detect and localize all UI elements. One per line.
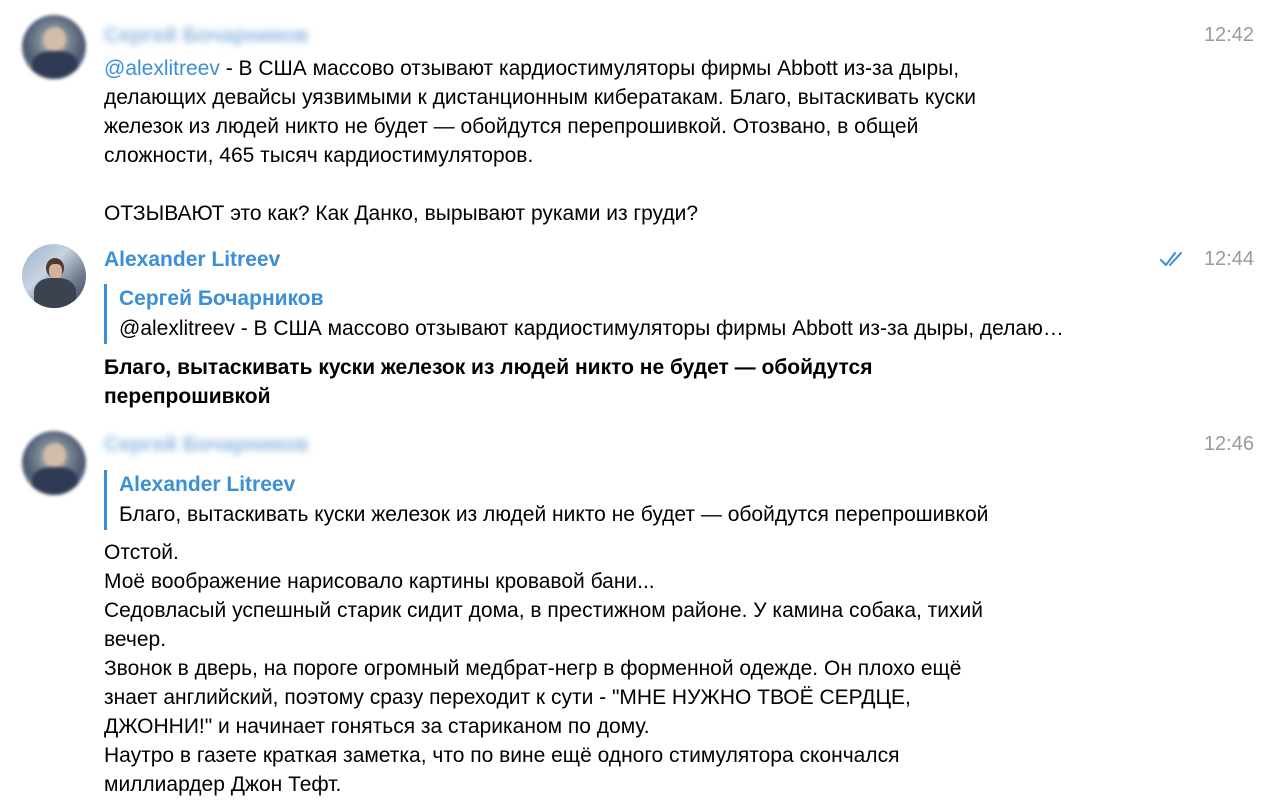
avatar-alexander[interactable] <box>22 244 86 308</box>
message-text: Благо, вытаскивать куски железок из людей никто не будет — обойдутся перепрошивкой <box>104 356 873 408</box>
message-text: Отстой. Моё воображение нарисовало картины кровавой бани... Седовласый успешный старик сидит дома, в престижном районе. У камина собака, тихий вечер. Звонок в дверь, на пороге огромный медбрат-негр в форменной одежде. Он плохо ещё знает английский, поэтому сразу переходит к сути - "МНЕ НУЖНО ТВОЁ СЕРДЦЕ, ДЖОННИ!" и начинает гоняться за стариканом по дому. Наутро в газете краткая заметка, что по вине ещё одного стимулятора скончался миллиардер Джон Тефт. <box>104 541 983 796</box>
message-text <box>104 54 1194 228</box>
message-body: - В США массово отзывают кардиостимуляторы фирмы Abbott из-за дыры, делающих девайсы уязвимыми к дистанционным кибератакам. Благо, вытаскивать куски железок из людей никто не будет — обойдутся перепрошивкой. Отозвано, в общей сложности, 465 тысяч кардиостимуляторов. ОТЗЫВАЮТ это как? Как Данко, вырывают руками из груди? <box>104 57 976 225</box>
reply-quote[interactable] <box>104 470 988 530</box>
mention-link[interactable]: @alexlitreev <box>104 57 220 80</box>
reply-sender: Сергей Бочарников <box>119 287 324 310</box>
avatar-sergey[interactable] <box>22 431 86 495</box>
reply-sender: Alexander Litreev <box>119 473 296 496</box>
message-time: 12:42 <box>1203 24 1254 46</box>
sender-name[interactable]: Alexander Litreev <box>104 248 281 271</box>
reply-text: @alexlitreev - В США массово отзывают кардиостимуляторы фирмы Abbott из-за дыры, делаю… <box>119 317 1064 340</box>
reply-quote[interactable] <box>104 284 1064 344</box>
reply-text: Благо, вытаскивать куски железок из людей никто не будет — обойдутся перепрошивкой <box>119 503 989 526</box>
avatar-sergey[interactable] <box>22 15 86 79</box>
sender-name[interactable]: Сергей Бочарников <box>104 433 309 456</box>
message-time: 12:46 <box>1203 433 1254 455</box>
message-time: 12:44 <box>1203 248 1254 270</box>
sender-name[interactable]: Сергей Бочарников <box>104 24 309 47</box>
double-check-icon <box>1160 249 1186 269</box>
